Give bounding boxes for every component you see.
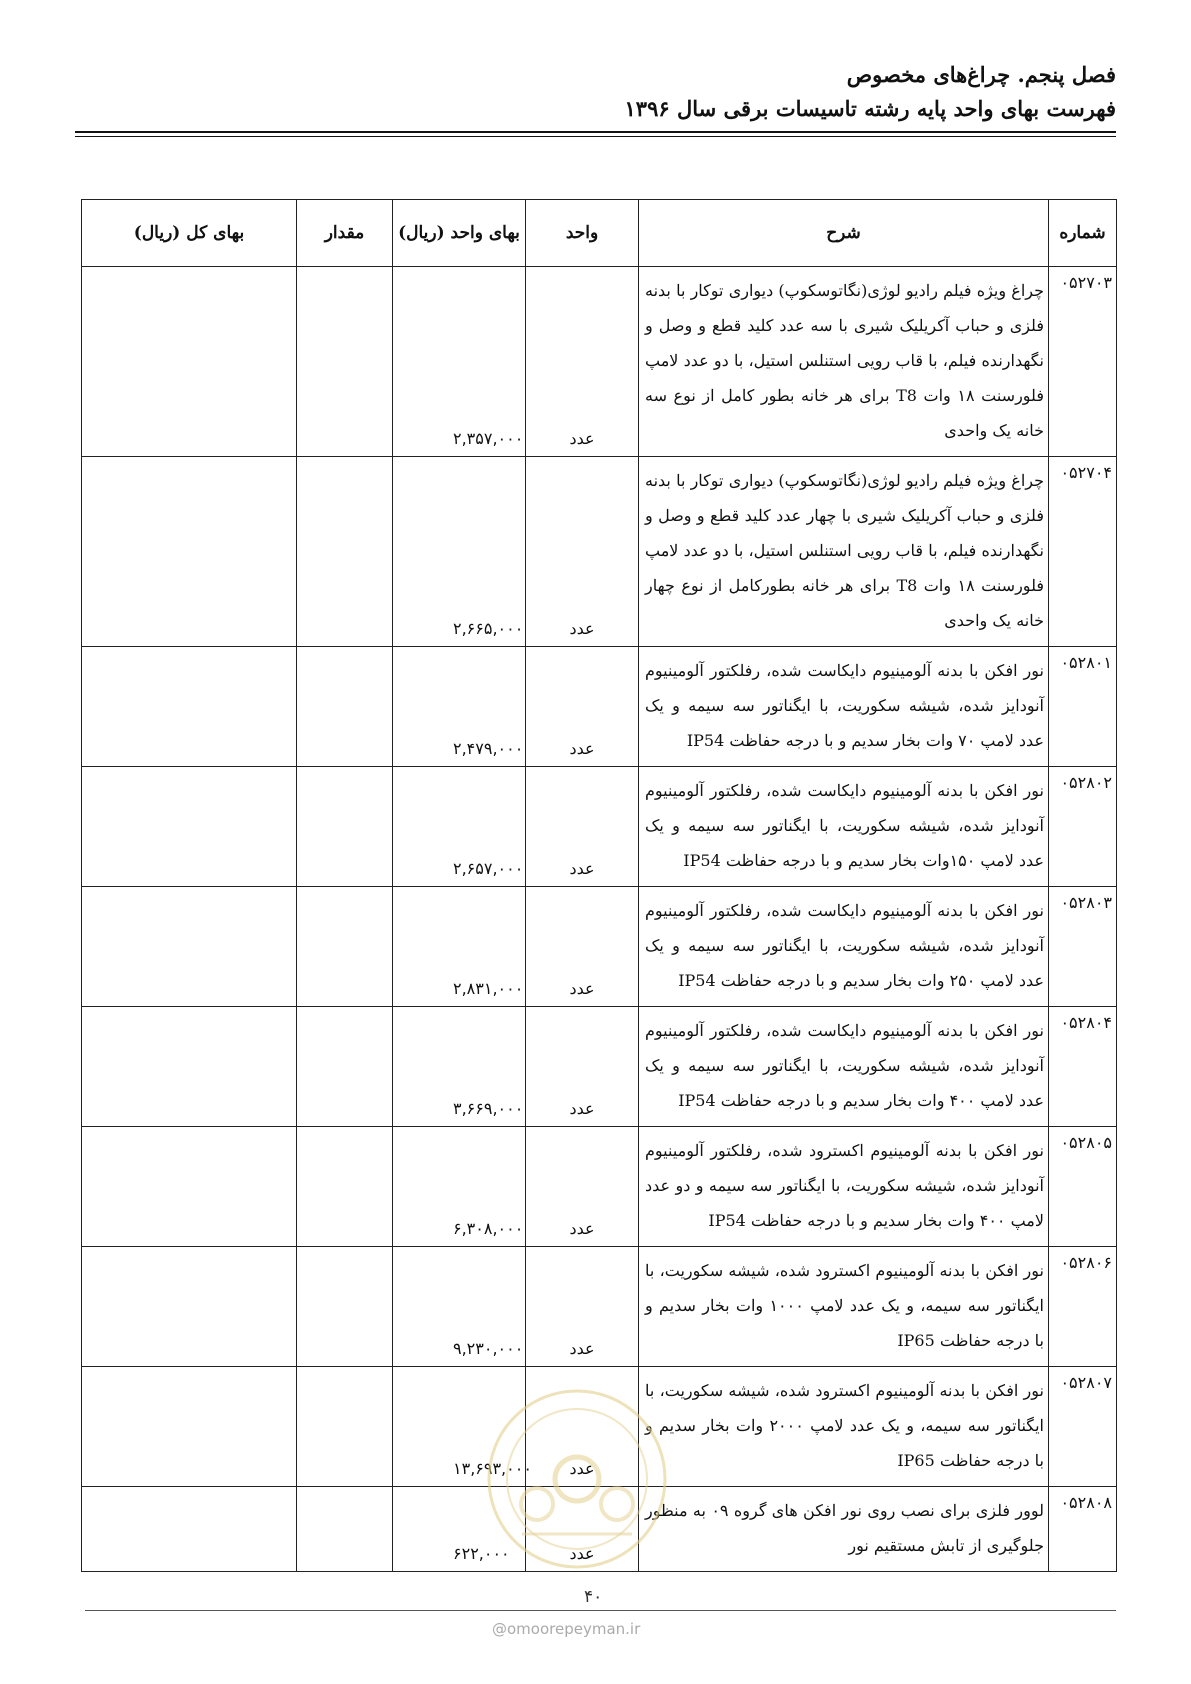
row-code: ۰۵۲۸۰۸ xyxy=(1049,1487,1117,1572)
seal-stamp-icon xyxy=(482,1384,672,1574)
row-total xyxy=(82,1127,297,1247)
row-code: ۰۵۲۸۰۳ xyxy=(1049,887,1117,1007)
header-rule-thin xyxy=(75,136,1116,137)
row-code: ۰۵۲۷۰۳ xyxy=(1049,267,1117,457)
row-code: ۰۵۲۷۰۴ xyxy=(1049,457,1117,647)
row-total xyxy=(82,647,297,767)
row-total xyxy=(82,1487,297,1572)
row-unit-price: ۶۲۲,۰۰۰ xyxy=(393,1487,526,1572)
row-code: ۰۵۲۸۰۲ xyxy=(1049,767,1117,887)
row-unit: عدد xyxy=(526,1247,639,1367)
document-title: فهرست بهای واحد پایه رشته تاسیسات برقی سال ۱۳۹۶ xyxy=(624,96,1116,121)
table-row xyxy=(82,1247,1117,1367)
chapter-title: فصل پنجم. چراغ‌های مخصوص xyxy=(846,62,1116,87)
row-total xyxy=(82,887,297,1007)
col-header-code: شماره xyxy=(1049,200,1117,267)
row-unit-price: ۹,۲۳۰,۰۰۰ xyxy=(393,1247,526,1367)
row-quantity xyxy=(297,1247,393,1367)
row-quantity xyxy=(297,267,393,457)
table-row xyxy=(82,1007,1117,1127)
page-number: ۴۰ xyxy=(584,1587,603,1607)
row-total xyxy=(82,1247,297,1367)
row-description: نور افکن با بدنه آلومینیوم دایکاست شده، رفلکتور آلومینیوم آنودایز شده، شیشه سکوریت، با ایگناتور سه سیمه و یک عدد لامپ ۱۵۰وات بخار سدیم و با درجه حفاظت IP54 xyxy=(639,767,1049,887)
row-unit: عدد xyxy=(526,267,639,457)
row-unit: عدد xyxy=(526,647,639,767)
row-code: ۰۵۲۸۰۵ xyxy=(1049,1127,1117,1247)
table-row xyxy=(82,887,1117,1007)
row-code: ۰۵۲۸۰۶ xyxy=(1049,1247,1117,1367)
row-total xyxy=(82,767,297,887)
table-row xyxy=(82,267,1117,457)
row-quantity xyxy=(297,647,393,767)
row-quantity xyxy=(297,1007,393,1127)
row-unit-price: ۲,۸۳۱,۰۰۰ xyxy=(393,887,526,1007)
col-header-total: بهای کل (ریال) xyxy=(82,200,297,267)
row-unit-price: ۲,۳۵۷,۰۰۰ xyxy=(393,267,526,457)
row-description: نور افکن با بدنه آلومینیوم دایکاست شده، رفلکتور آلومینیوم آنودایز شده، شیشه سکوریت، با ایگناتور سه سیمه و یک عدد لامپ ۴۰۰ وات بخار سدیم و با درجه حفاظت IP54 xyxy=(639,1007,1049,1127)
row-description: لوور فلزی برای نصب روی نور افکن های گروه ۰۹ به منظور جلوگیری از تابش مستقیم نور xyxy=(639,1487,1049,1572)
row-code: ۰۵۲۸۰۱ xyxy=(1049,647,1117,767)
table-row xyxy=(82,767,1117,887)
row-unit: عدد xyxy=(526,457,639,647)
table-header-row xyxy=(82,200,1117,267)
header-rule-thick xyxy=(75,131,1116,133)
row-unit: عدد xyxy=(526,1127,639,1247)
row-unit-price: ۲,۴۷۹,۰۰۰ xyxy=(393,647,526,767)
row-description: نور افکن با بدنه آلومینیوم دایکاست شده، رفلکتور آلومینیوم آنودایز شده، شیشه سکوریت، با ایگناتور سه سیمه و یک عدد لامپ ۲۵۰ وات بخار سدیم و با درجه حفاظت IP54 xyxy=(639,887,1049,1007)
table-row xyxy=(82,647,1117,767)
row-description: نور افکن با بدنه آلومینیوم اکسترود شده، رفلکتور آلومینیوم آنودایز شده، شیشه سکوریت، با ایگناتور سه سیمه و دو عدد لامپ ۴۰۰ وات بخار سدیم و با درجه حفاظت IP54 xyxy=(639,1127,1049,1247)
row-description: نور افکن با بدنه آلومینیوم دایکاست شده، رفلکتور آلومینیوم آنودایز شده، شیشه سکوریت، با ایگناتور سه سیمه و یک عدد لامپ ۷۰ وات بخار سدیم و با درجه حفاظت IP54 xyxy=(639,647,1049,767)
row-total xyxy=(82,1367,297,1487)
row-unit: عدد xyxy=(526,767,639,887)
row-description: چراغ ویژه فیلم رادیو لوژی(نگاتوسکوپ) دیواری توکار با بدنه فلزی و حباب آکریلیک شیری با سه عدد کلید قطع و وصل و نگهدارنده فیلم، با قاب رویی استنلس استیل، با دو عدد لامپ فلورسنت ۱۸ وات T8 برای هر خانه بطور کامل از نوع سه خانه یک واحدی xyxy=(639,267,1049,457)
row-description: نور افکن با بدنه آلومینیوم اکسترود شده، شیشه سکوریت، با ایگناتور سه سیمه، و یک عدد لامپ ۲۰۰۰ وات بخار سدیم و با درجه حفاظت IP65 xyxy=(639,1367,1049,1487)
table-row xyxy=(82,1127,1117,1247)
footer-rule xyxy=(85,1610,1116,1611)
row-total xyxy=(82,457,297,647)
row-quantity xyxy=(297,1487,393,1572)
row-code: ۰۵۲۸۰۴ xyxy=(1049,1007,1117,1127)
row-description: نور افکن با بدنه آلومینیوم اکسترود شده، شیشه سکوریت، با ایگناتور سه سیمه، و یک عدد لامپ ۱۰۰۰ وات بخار سدیم و با درجه حفاظت IP65 xyxy=(639,1247,1049,1367)
row-quantity xyxy=(297,887,393,1007)
row-unit: عدد xyxy=(526,1367,639,1487)
row-unit: عدد xyxy=(526,887,639,1007)
page-header xyxy=(75,58,1116,126)
row-quantity xyxy=(297,1127,393,1247)
table-row xyxy=(82,457,1117,647)
website-watermark: @omoorepeyman.ir xyxy=(492,1620,641,1638)
row-unit-price: ۲,۶۵۷,۰۰۰ xyxy=(393,767,526,887)
row-description: چراغ ویژه فیلم رادیو لوژی(نگاتوسکوپ) دیواری توکار با بدنه فلزی و حباب آکریلیک شیری با چهار عدد کلید قطع و وصل و نگهدارنده فیلم، با قاب رویی استنلس استیل، با دو عدد لامپ فلورسنت ۱۸ وات T8 برای هر خانه بطورکامل از نوع چهار خانه یک واحدی xyxy=(639,457,1049,647)
col-header-description: شرح xyxy=(639,200,1049,267)
row-unit-price: ۳,۶۶۹,۰۰۰ xyxy=(393,1007,526,1127)
row-unit: عدد xyxy=(526,1487,639,1572)
col-header-unit-price: بهای واحد (ریال) xyxy=(393,200,526,267)
row-total xyxy=(82,1007,297,1127)
row-quantity xyxy=(297,767,393,887)
col-header-quantity: مقدار xyxy=(297,200,393,267)
row-unit: عدد xyxy=(526,1007,639,1127)
price-table xyxy=(81,199,1117,1572)
row-unit-price: ۱۳,۶۹۳,۰۰۰ xyxy=(393,1367,526,1487)
row-code: ۰۵۲۸۰۷ xyxy=(1049,1367,1117,1487)
row-quantity xyxy=(297,1367,393,1487)
row-total xyxy=(82,267,297,457)
row-unit-price: ۶,۳۰۸,۰۰۰ xyxy=(393,1127,526,1247)
row-quantity xyxy=(297,457,393,647)
col-header-unit: واحد xyxy=(526,200,639,267)
row-unit-price: ۲,۶۶۵,۰۰۰ xyxy=(393,457,526,647)
